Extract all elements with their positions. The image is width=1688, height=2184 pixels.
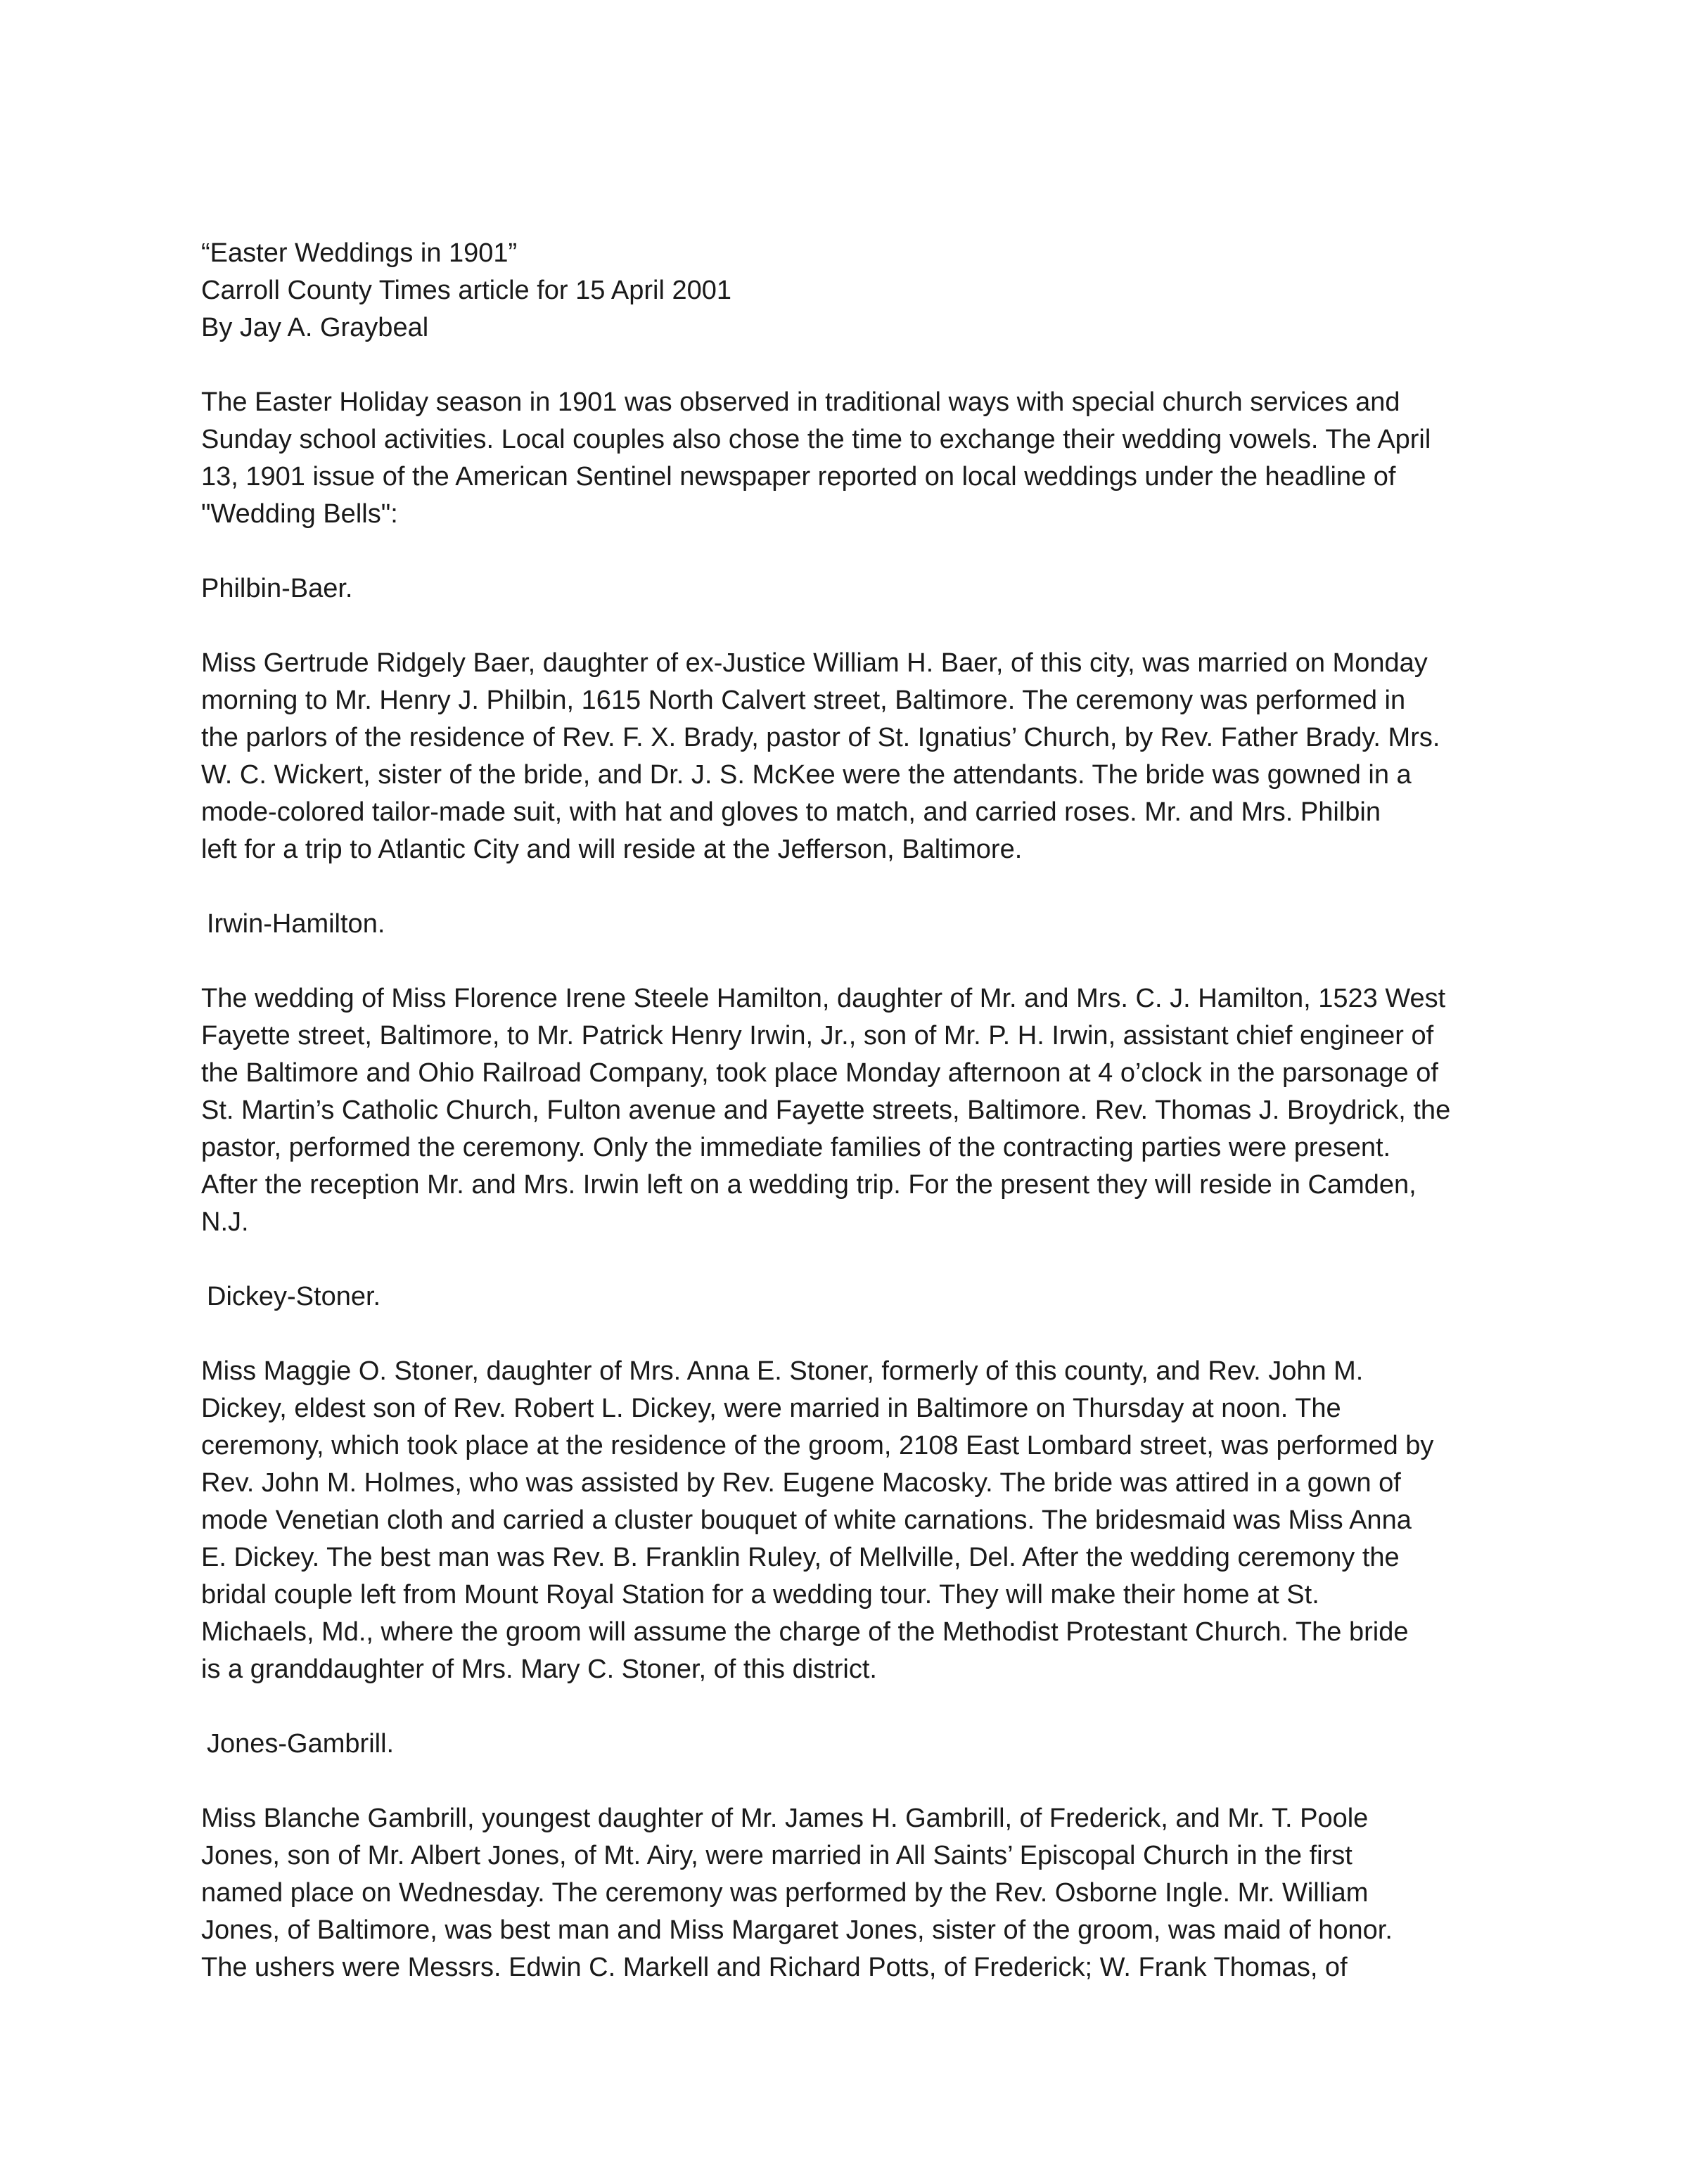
- article-subtitle: Carroll County Times article for 15 April 2001: [201, 276, 731, 305]
- paragraph-line: morning to Mr. Henry J. Philbin, 1615 North Calvert street, Baltimore. The ceremony was performed in: [201, 686, 1406, 715]
- paragraph-line: Miss Maggie O. Stoner, daughter of Mrs. Anna E. Stoner, formerly of this county, and Rev. John M.: [201, 1356, 1364, 1386]
- article-byline: By Jay A. Graybeal: [201, 313, 429, 342]
- section-heading-irwin-hamilton: Irwin-Hamilton.: [207, 909, 385, 939]
- spacer: [201, 1763, 1509, 1800]
- paragraph-line: N.J.: [201, 1207, 249, 1237]
- paragraph-line: bridal couple left from Mount Royal Station for a wedding tour. They will make their home at St.: [201, 1580, 1319, 1610]
- paragraph-line: The ushers were Messrs. Edwin C. Markell and Richard Potts, of Frederick; W. Frank Thomas, of: [201, 1953, 1348, 1982]
- paragraph-line: Jones, of Baltimore, was best man and Miss Margaret Jones, sister of the groom, was maid of honor.: [201, 1915, 1393, 1945]
- spacer: [201, 1316, 1509, 1353]
- section-paragraph-dickey-stoner: [201, 1353, 1509, 1688]
- spacer: [201, 608, 1509, 645]
- paragraph-line: Sunday school activities. Local couples also chose the time to exchange their wedding vowels. The April: [201, 425, 1431, 454]
- section-heading-dickey-stoner: Dickey-Stoner.: [207, 1282, 381, 1311]
- intro-paragraph: [201, 384, 1509, 533]
- paragraph-line: E. Dickey. The best man was Rev. B. Franklin Ruley, of Mellville, Del. After the wedding ceremony the: [201, 1543, 1400, 1572]
- paragraph-line: Miss Gertrude Ridgely Baer, daughter of ex-Justice William H. Baer, of this city, was married on Monday: [201, 648, 1428, 678]
- paragraph-line: Fayette street, Baltimore, to Mr. Patrick Henry Irwin, Jr., son of Mr. P. H. Irwin, assistant chief engineer of: [201, 1021, 1434, 1051]
- spacer: [201, 347, 1509, 384]
- paragraph-line: 13, 1901 issue of the American Sentinel newspaper reported on local weddings under the headline of: [201, 462, 1396, 492]
- paragraph-line: the parlors of the residence of Rev. F. X. Brady, pastor of St. Ignatius’ Church, by Rev. Father Brady. Mrs.: [201, 723, 1440, 752]
- paragraph-line: is a granddaughter of Mrs. Mary C. Stoner, of this district.: [201, 1655, 877, 1684]
- section-paragraph-jones-gambrill: [201, 1800, 1509, 1986]
- paragraph-line: Michaels, Md., where the groom will assume the charge of the Methodist Protestant Church. The bride: [201, 1617, 1409, 1647]
- paragraph-line: named place on Wednesday. The ceremony was performed by the Rev. Osborne Ingle. Mr. William: [201, 1878, 1369, 1908]
- paragraph-line: mode-colored tailor-made suit, with hat and gloves to match, and carried roses. Mr. and Mrs. Philbin: [201, 797, 1381, 827]
- section-paragraph-philbin-baer: [201, 645, 1509, 868]
- paragraph-line: After the reception Mr. and Mrs. Irwin left on a wedding trip. For the present they will reside in Camden,: [201, 1170, 1417, 1200]
- paragraph-line: the Baltimore and Ohio Railroad Company, took place Monday afternoon at 4 o’clock in the parsonage of: [201, 1058, 1438, 1088]
- section-heading-jones-gambrill: Jones-Gambrill.: [207, 1729, 395, 1759]
- paragraph-line: Jones, son of Mr. Albert Jones, of Mt. Airy, were married in All Saints’ Episcopal Church in the first: [201, 1841, 1353, 1870]
- section-paragraph-irwin-hamilton: [201, 980, 1509, 1241]
- paragraph-line: The Easter Holiday season in 1901 was observed in traditional ways with special church services and: [201, 387, 1400, 417]
- spacer: [201, 1688, 1509, 1726]
- spacer: [201, 943, 1509, 980]
- paragraph-line: The wedding of Miss Florence Irene Steele Hamilton, daughter of Mr. and Mrs. C. J. Hamilton, 1523 West: [201, 984, 1446, 1013]
- paragraph-line: ceremony, which took place at the residence of the groom, 2108 East Lombard street, was performed by: [201, 1431, 1434, 1460]
- paragraph-line: Miss Blanche Gambrill, youngest daughter of Mr. James H. Gambrill, of Frederick, and Mr. T. Poole: [201, 1804, 1369, 1833]
- paragraph-line: Dickey, eldest son of Rev. Robert L. Dickey, were married in Baltimore on Thursday at noon. The: [201, 1394, 1341, 1423]
- section-heading-philbin-baer: Philbin-Baer.: [201, 574, 353, 603]
- article-header: [201, 235, 1509, 347]
- article-title: “Easter Weddings in 1901”: [201, 238, 518, 268]
- paragraph-line: mode Venetian cloth and carried a cluster bouquet of white carnations. The bridesmaid was Miss Anna: [201, 1505, 1412, 1535]
- paragraph-line: Rev. John M. Holmes, who was assisted by Rev. Eugene Macosky. The bride was attired in a gown of: [201, 1468, 1401, 1498]
- paragraph-line: St. Martin’s Catholic Church, Fulton avenue and Fayette streets, Baltimore. Rev. Thomas J. Broydrick, the: [201, 1096, 1451, 1125]
- spacer: [201, 1241, 1509, 1278]
- spacer: [201, 868, 1509, 906]
- paragraph-line: left for a trip to Atlantic City and will reside at the Jefferson, Baltimore.: [201, 835, 1023, 864]
- article-body: [201, 235, 1509, 1986]
- paragraph-line: "Wedding Bells":: [201, 499, 398, 529]
- paragraph-line: W. C. Wickert, sister of the bride, and Dr. J. S. McKee were the attendants. The bride was gowned in a: [201, 760, 1412, 790]
- paragraph-line: pastor, performed the ceremony. Only the immediate families of the contracting parties were present.: [201, 1133, 1391, 1162]
- spacer: [201, 533, 1509, 570]
